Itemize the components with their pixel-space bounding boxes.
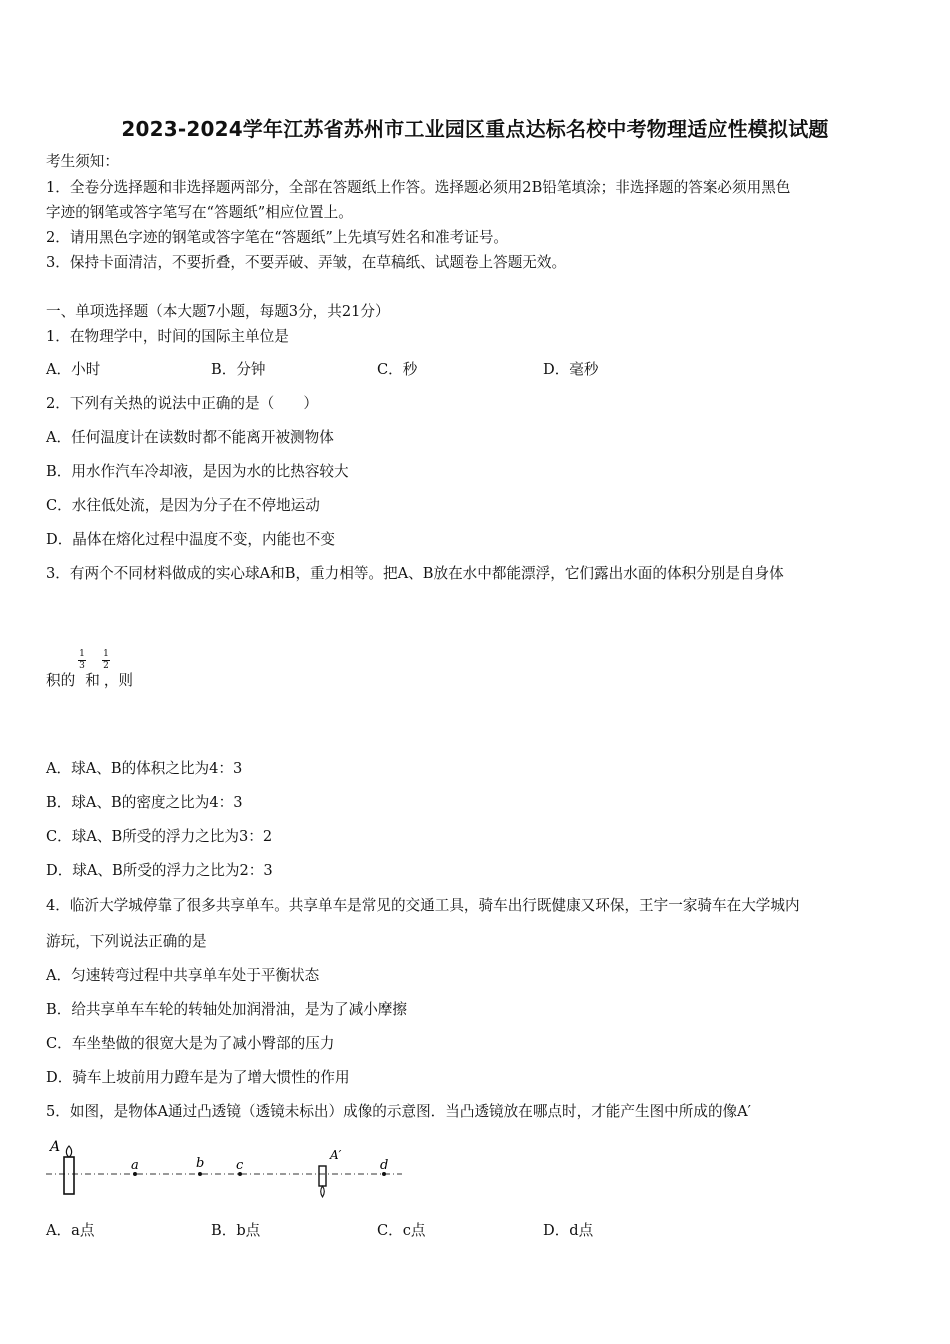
q3-option-d: D．球A、B所受的浮力之比为2：3 <box>46 862 273 879</box>
q1-option-c: C．秒 <box>377 361 418 378</box>
point-c-label: c <box>236 1158 244 1173</box>
notice-heading: 考生须知： <box>46 153 119 170</box>
q3-fraction-2-num: 1 <box>103 649 109 659</box>
q1-option-a: A．小时 <box>46 361 101 378</box>
q3-option-b: B．球A、B的密度之比为4：3 <box>46 794 243 811</box>
q2-option-b: B．用水作汽车冷却液，是因为水的比热容较大 <box>46 463 349 480</box>
point-b <box>198 1172 202 1176</box>
q2-option-d: D．晶体在熔化过程中温度不变，内能也不变 <box>46 531 335 548</box>
q3-option-c: C．球A、B所受的浮力之比为3：2 <box>46 828 273 845</box>
q2-option-a: A．任何温度计在读数时都不能离开被测物体 <box>46 429 334 446</box>
section-heading: 一、单项选择题（本大题7小题，每题3分，共21分） <box>46 303 390 320</box>
object-label: A <box>50 1139 61 1155</box>
q4-option-b: B．给共享单车车轮的转轴处加润滑油，是为了减小摩擦 <box>46 1001 407 1018</box>
image-candle <box>319 1166 326 1186</box>
point-b-label: b <box>196 1156 205 1171</box>
point-d-label: d <box>380 1158 389 1173</box>
notice-item-2: 2．请用黑色字迹的钢笔或答字笔在“答题纸”上先填写姓名和准考证号。 <box>46 229 509 246</box>
q3-cont-suffix: ，则 <box>103 672 134 689</box>
q3-cont-prefix: 积的 <box>46 672 76 689</box>
q3-option-a: A．球A、B的体积之比为4：3 <box>46 760 243 777</box>
candle-flame-icon <box>66 1146 71 1157</box>
q5-option-b: B．b点 <box>211 1222 261 1239</box>
q4-option-c: C．车坐垫做的很宽大是为了减小臀部的压力 <box>46 1035 335 1052</box>
q4-stem: 4．临沂大学城停靠了很多共享单车。共享单车是常见的交通工具，骑车出行既健康又环保，王宇一家骑车在大学城内 <box>46 897 800 914</box>
q3-fraction-2 <box>102 650 110 671</box>
q2-stem: 2．下列有关热的说法中正确的是（ ） <box>46 395 318 412</box>
q2-option-c: C．水往低处流，是因为分子在不停地运动 <box>46 497 320 514</box>
page-title: 2023-2024学年江苏省苏州市工业园区重点达标名校中考物理适应性模拟试题 <box>121 117 829 141</box>
q3-cont-mid: 和 <box>85 672 100 689</box>
image-label: A′ <box>330 1148 342 1162</box>
q3-fraction-1-den: 3 <box>79 661 85 671</box>
notice-item-3: 3．保持卡面清洁，不要折叠，不要弄破、弄皱，在草稿纸、试题卷上答题无效。 <box>46 254 567 271</box>
q3-fraction-1 <box>78 650 86 671</box>
q5-option-d: D．d点 <box>543 1222 594 1239</box>
notice-item-1: 1．全卷分选择题和非选择题两部分，全部在答题纸上作答。选择题必须用2B铅笔填涂；非选择题的答案必须用黑色 <box>46 179 791 196</box>
object-candle <box>64 1157 74 1194</box>
image-flame-icon <box>321 1186 324 1197</box>
q1-option-b: B．分钟 <box>211 361 266 378</box>
q3-fraction-1-num: 1 <box>79 649 85 659</box>
q3-stem-cont <box>46 671 133 691</box>
q4-stem-cont: 游玩，下列说法正确的是 <box>46 933 207 950</box>
q5-option-c: C．c点 <box>377 1222 426 1239</box>
q4-option-d: D．骑车上坡前用力蹬车是为了增大惯性的作用 <box>46 1069 350 1086</box>
q1-stem: 1．在物理学中，时间的国际主单位是 <box>46 328 289 345</box>
point-a-label: a <box>131 1158 139 1173</box>
q4-option-a: A．匀速转弯过程中共享单车处于平衡状态 <box>46 967 320 984</box>
q1-option-d: D．毫秒 <box>543 361 599 378</box>
q3-fraction-2-den: 2 <box>103 661 109 671</box>
notice-item-1-cont: 字迹的钢笔或答字笔写在“答题纸”相应位置上。 <box>46 204 353 221</box>
lens-diagram <box>44 1134 406 1202</box>
q5-option-a: A．a点 <box>46 1222 95 1239</box>
q3-stem: 3．有两个不同材料做成的实心球A和B，重力相等。把A、B放在水中都能漂浮，它们露出水面的体积分别是自身体 <box>46 565 784 582</box>
q5-stem: 5．如图，是物体A通过凸透镜（透镜未标出）成像的示意图．当凸透镜放在哪点时，才能产生图中所成的像A′ <box>46 1103 751 1120</box>
